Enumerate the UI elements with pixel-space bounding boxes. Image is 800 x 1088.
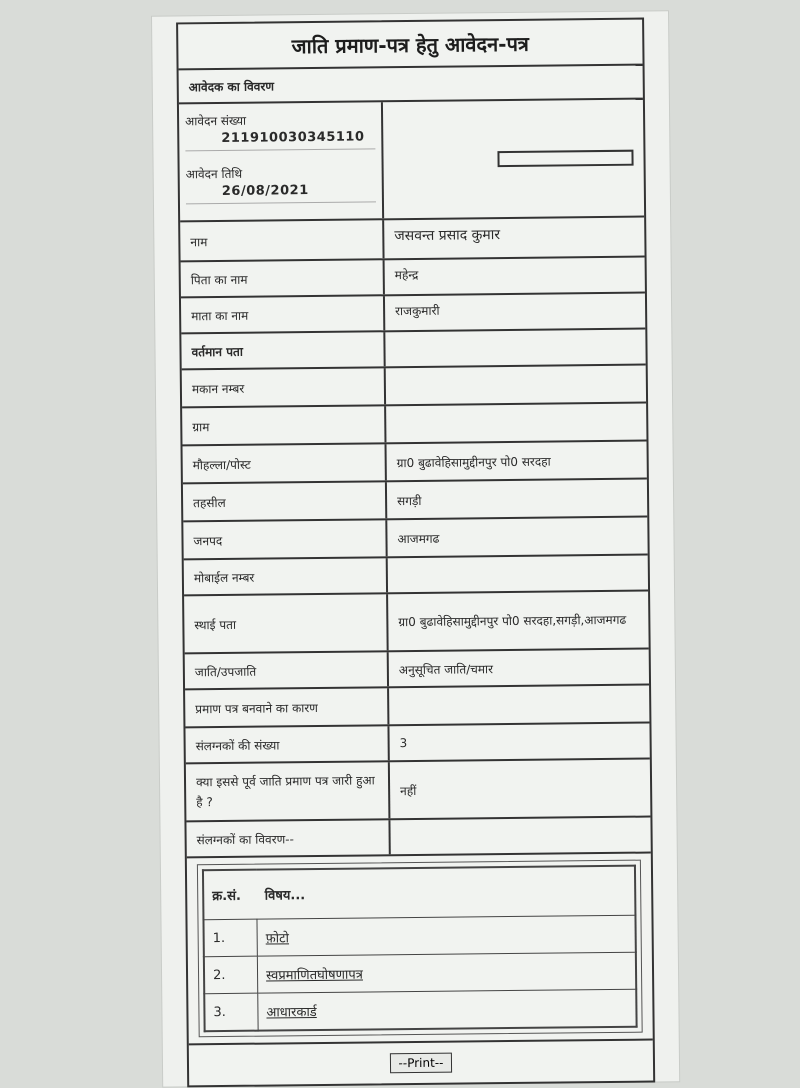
attachment-link-aadhaar-card[interactable]: आधारकार्ड [266, 1005, 317, 1021]
attachment-link-self-declaration[interactable]: स्वप्रमाणितघोषणापत्र [265, 967, 364, 984]
attachments-section [187, 854, 653, 1046]
row-caste [185, 650, 649, 691]
row-label: वर्तमान पता [181, 332, 385, 368]
row-label: नाम [180, 220, 384, 260]
row-current-address [181, 330, 645, 371]
row-mother-name [181, 294, 645, 335]
photo-placeholder [497, 150, 633, 167]
row-value: राजकुमारी [395, 303, 440, 319]
attachment-link-photo[interactable]: फ़ोटो [265, 931, 290, 947]
application-date-label: आवेदन तिथि [185, 166, 243, 182]
row-attachment-details [186, 818, 650, 859]
row-label: जनपद [183, 520, 387, 558]
row-value [388, 556, 648, 593]
row-locality-post [183, 442, 647, 485]
table-row [204, 952, 636, 994]
row-label: संलग्नकों की संख्या [185, 726, 389, 762]
application-number-label: आवेदन संख्या [185, 113, 247, 129]
row-value: नहीं [400, 783, 417, 798]
attachments-frame [197, 860, 643, 1038]
row-value: ग्रा0 बुढावेहिसामुद्दीनपुर पो0 सरदहा,सगड़ी,आजमगढ [398, 612, 627, 630]
application-info [179, 102, 384, 220]
table-row [204, 989, 636, 1031]
application-info-block [179, 100, 644, 223]
attachment-cell [258, 989, 637, 1030]
row-label: मौहल्ला/पोस्ट [183, 444, 387, 482]
row-label: मकान नम्बर [182, 368, 386, 406]
application-date-value: 26/08/2021 [186, 182, 376, 204]
row-label: प्रमाण पत्र बनवाने का कारण [185, 688, 389, 726]
row-value: महेन्द्र [394, 267, 419, 283]
attachment-cell [257, 952, 636, 993]
col-header-subject: विषय... [264, 888, 306, 904]
row-label: माता का नाम [181, 296, 385, 332]
row-value [386, 366, 646, 405]
row-label: स्थाई पता [184, 594, 389, 652]
row-label: मोबाईल नम्बर [184, 558, 388, 594]
attachment-sn: 3. [204, 993, 258, 1031]
row-value: अनुसूचित जाति/चमार [398, 661, 494, 677]
row-label: पिता का नाम [181, 260, 385, 296]
attachment-cell [257, 915, 636, 956]
photo-area [383, 100, 644, 219]
row-village [182, 404, 646, 447]
print-button[interactable]: --Print-- [389, 1053, 452, 1074]
row-label: जाति/उपजाति [185, 652, 389, 688]
row-value [386, 404, 646, 443]
row-value: ग्रा0 बुढावेहिसामुद्दीनपुर पो0 सरदहा [396, 454, 551, 470]
table-row [203, 915, 635, 957]
application-number-value: 211910030345110 [185, 129, 375, 151]
row-house-number [182, 366, 646, 409]
row-label: तहसील [183, 482, 387, 520]
form-title: जाति प्रमाण-पत्र हेतु आवेदन-पत्र [178, 20, 642, 71]
section-applicant-details: आवेदक का विवरण [179, 66, 643, 105]
row-label: संलग्नकों का विवरण-- [186, 820, 390, 856]
row-mobile-number [184, 556, 648, 597]
row-district [183, 518, 647, 561]
row-value [390, 818, 650, 855]
attachment-sn: 2. [204, 956, 258, 994]
row-reason [185, 686, 649, 729]
row-name [180, 218, 644, 263]
row-value: आजमगढ [397, 531, 440, 546]
row-attachment-count [185, 724, 649, 765]
row-value [389, 686, 649, 725]
row-tehsil [183, 480, 647, 523]
attachments-table [202, 865, 638, 1033]
row-value [385, 330, 645, 367]
row-permanent-address [184, 592, 649, 655]
row-label: ग्राम [182, 406, 386, 444]
application-form [176, 18, 655, 1088]
attachment-sn: 1. [203, 919, 257, 957]
paper-sheet [152, 11, 679, 1086]
row-value: सगड़ी [397, 493, 422, 508]
row-value: 3 [399, 736, 408, 751]
print-row [189, 1041, 653, 1086]
row-father-name [181, 258, 645, 299]
row-previous-certificate [186, 760, 651, 823]
row-label: क्या इससे पूर्व जाति प्रमाण पत्र जारी हुआ है ? [186, 762, 391, 820]
col-header-sn: क्र.सं. [212, 888, 241, 905]
attachments-header-row [203, 866, 635, 920]
row-value: जसवन्त प्रसाद कुमार [394, 227, 501, 245]
